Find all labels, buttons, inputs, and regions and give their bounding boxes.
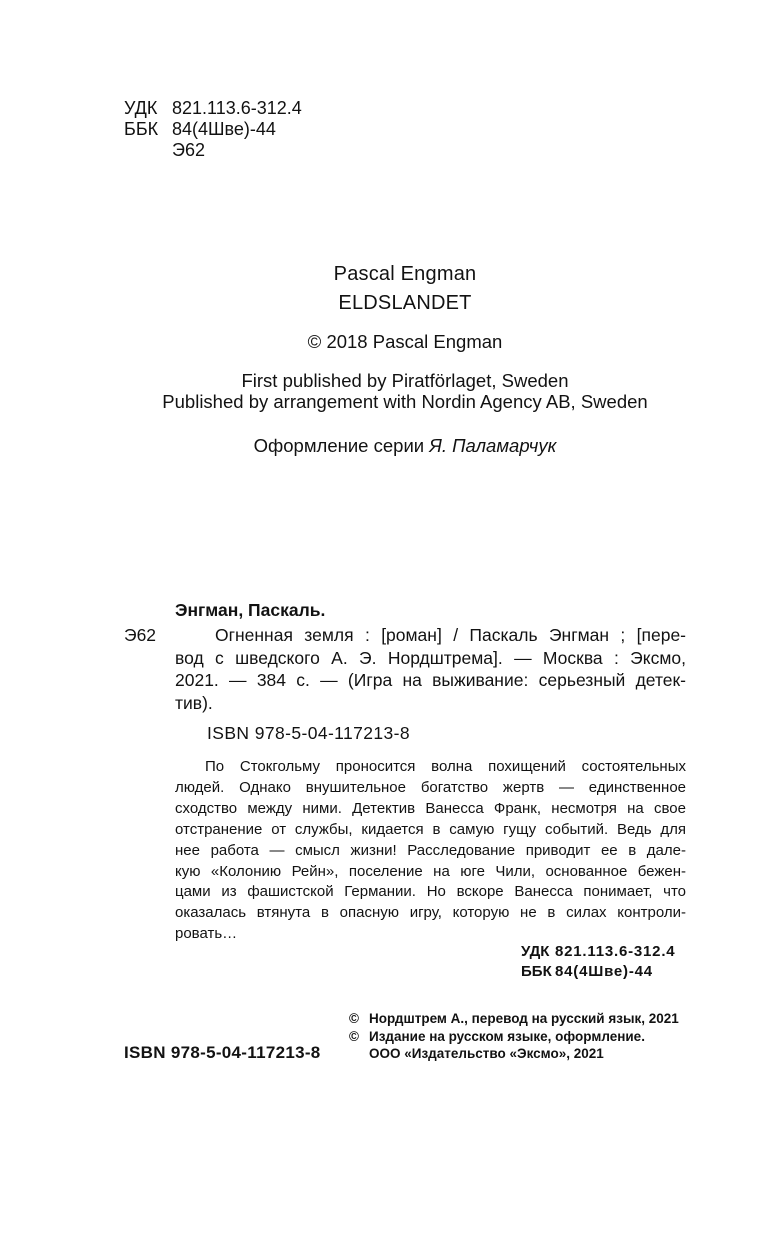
copyright-line: Нордштрем А., перевод на русский язык, 2021 bbox=[369, 1011, 679, 1026]
bibliographic-author-mark: Э62 bbox=[124, 625, 157, 645]
original-title: ELDSLANDET bbox=[338, 292, 472, 314]
bbk-label: ББК bbox=[124, 119, 159, 139]
bibliographic-heading: Энгман, Паскаль. bbox=[175, 600, 326, 620]
original-copyright: © 2018 Pascal Engman bbox=[307, 331, 503, 352]
udk-label: УДК bbox=[124, 98, 158, 118]
annotation bbox=[175, 757, 686, 945]
copyright-line: ООО «Издательство «Эксмо», 2021 bbox=[369, 1046, 604, 1061]
footer-isbn: ISBN 978-5-04-117213-8 bbox=[124, 1043, 321, 1062]
bibliographic-description-line: вод с шведского А. Э. Нордштрема]. — Москва : Эксмо, bbox=[175, 647, 686, 668]
bibliographic-description-line: тив). bbox=[175, 693, 213, 714]
series-design-label: Оформление серии bbox=[253, 435, 425, 456]
copyright-line: Издание на русском языке, оформление. bbox=[369, 1029, 645, 1044]
bibliographic-description-line: 2021. — 384 с. — (Игра на выживание: серьезный детек- bbox=[175, 670, 686, 691]
annotation-line: сходство между ними. Детектив Ванесса Франк, несмотря на свое bbox=[175, 799, 686, 817]
bbk-value: 84(4Шве)-44 bbox=[172, 119, 276, 139]
annotation-line: кую «Колонию Рейн», поселение на юге Чили, основанное бежен- bbox=[175, 862, 686, 880]
annotation-udk-value: 821.113.6-312.4 bbox=[555, 943, 676, 960]
annotation-line: оказалась втянута в опасную игру, которую не в силах контроли- bbox=[175, 904, 686, 922]
annotation-line: По Стокгольму проносится волна похищений состоятельных bbox=[205, 758, 686, 775]
arrangement-note: Published by arrangement with Nordin Agency AB, Sweden bbox=[162, 391, 648, 412]
udk-value: 821.113.6-312.4 bbox=[172, 98, 302, 118]
annotation-line: людей. Однако внушительное богатство жертв — единственное bbox=[175, 778, 686, 796]
series-designer: Я. Паламарчук bbox=[429, 435, 557, 456]
bibliographic-description-line: Огненная земля : [роман] / Паскаль Энгман ; [пере- bbox=[215, 625, 686, 645]
copyright-symbol: © bbox=[349, 1011, 359, 1026]
annotation-udk-label: УДК bbox=[521, 943, 550, 960]
original-author: Pascal Engman bbox=[333, 263, 477, 285]
bibliographic-isbn: ISBN 978-5-04-117213-8 bbox=[207, 723, 411, 743]
annotation-line: отстранение от службы, кидается в самую гущу событий. Ведь для bbox=[175, 820, 686, 838]
annotation-bbk-label: ББК bbox=[521, 963, 552, 980]
author-mark: Э62 bbox=[172, 140, 205, 160]
copyright-symbol: © bbox=[349, 1029, 359, 1044]
annotation-bbk-value: 84(4Шве)-44 bbox=[555, 963, 653, 980]
annotation-line: цами из фашистской Германии. Но вскоре Ванесса понимает, что bbox=[175, 883, 686, 901]
annotation-line: ровать… bbox=[175, 925, 238, 943]
annotation-line: нее работа — смысл жизни! Расследование приводит ее в дале- bbox=[175, 841, 686, 859]
first-published-note: First published by Piratförlaget, Sweden bbox=[241, 370, 569, 391]
bibliographic-description bbox=[175, 624, 686, 715]
series-design-credit bbox=[105, 435, 705, 457]
